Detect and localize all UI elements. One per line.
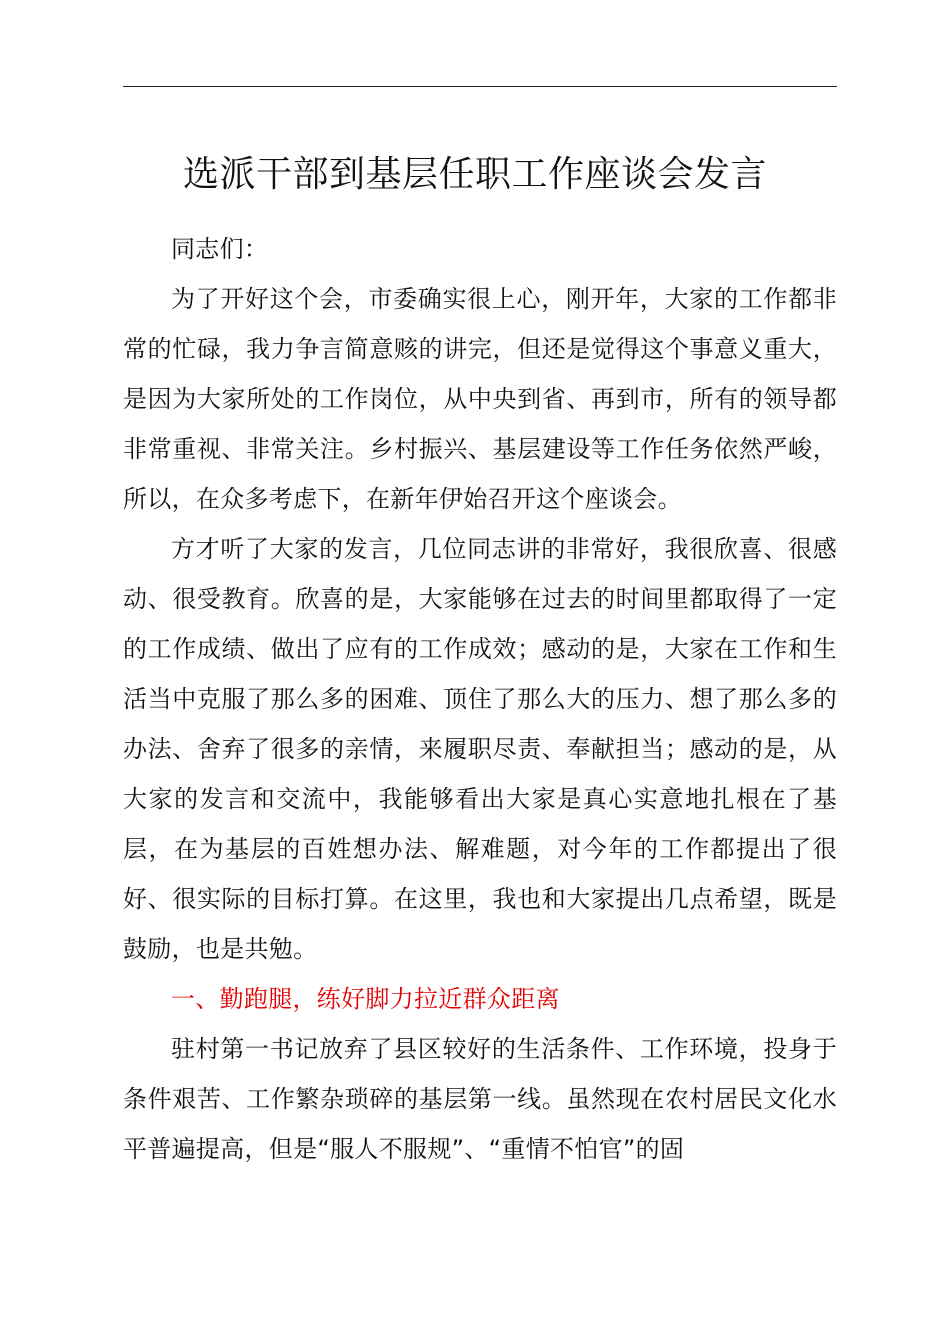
salutation: 同志们： — [171, 235, 269, 263]
document-body — [123, 224, 837, 1174]
header-rule — [123, 86, 837, 87]
section-1-paragraph: 驻村第一书记放弃了县区较好的生活条件、工作环境，投身于条件艰苦、工作繁杂琐碎的基层第一线。虽然现在农村居民文化水平普遍提高，但是“服人不服规”、“重情不怕官”的固 — [123, 1035, 837, 1163]
paragraph-1: 为了开好这个会，市委确实很上心，刚开年，大家的工作都非常的忙碌，我力争言简意赅的讲完，但还是觉得这个事意义重大，是因为大家所处的工作岗位，从中央到省、再到市，所有的领导都非常重视、非常关注。乡村振兴、基层建设等工作任务依然严峻，所以，在众多考虑下，在新年伊始召开这个座谈会。 — [123, 285, 837, 513]
document-title: 选派干部到基层任职工作座谈会发言 — [182, 154, 767, 195]
paragraph-2: 方才听了大家的发言，几位同志讲的非常好，我很欣喜、很感动、很受教育。欣喜的是，大家能够在过去的时间里都取得了一定的工作成绩、做出了应有的工作成效；感动的是，大家在工作和生活当中克服了那么多的困难、顶住了那么大的压力、想了那么多的办法、舍弃了很多的亲情，来履职尽责、奉献担当；感动的是，从大家的发言和交流中，我能够看出大家是真心实意地扎根在了基层，在为基层的百姓想办法、解难题，对今年的工作都提出了很好、很实际的目标打算。在这里，我也和大家提出几点希望，既是鼓励，也是共勉。 — [123, 535, 837, 963]
section-heading-1: 一、勤跑腿，练好脚力拉近群众距离 — [171, 985, 560, 1013]
